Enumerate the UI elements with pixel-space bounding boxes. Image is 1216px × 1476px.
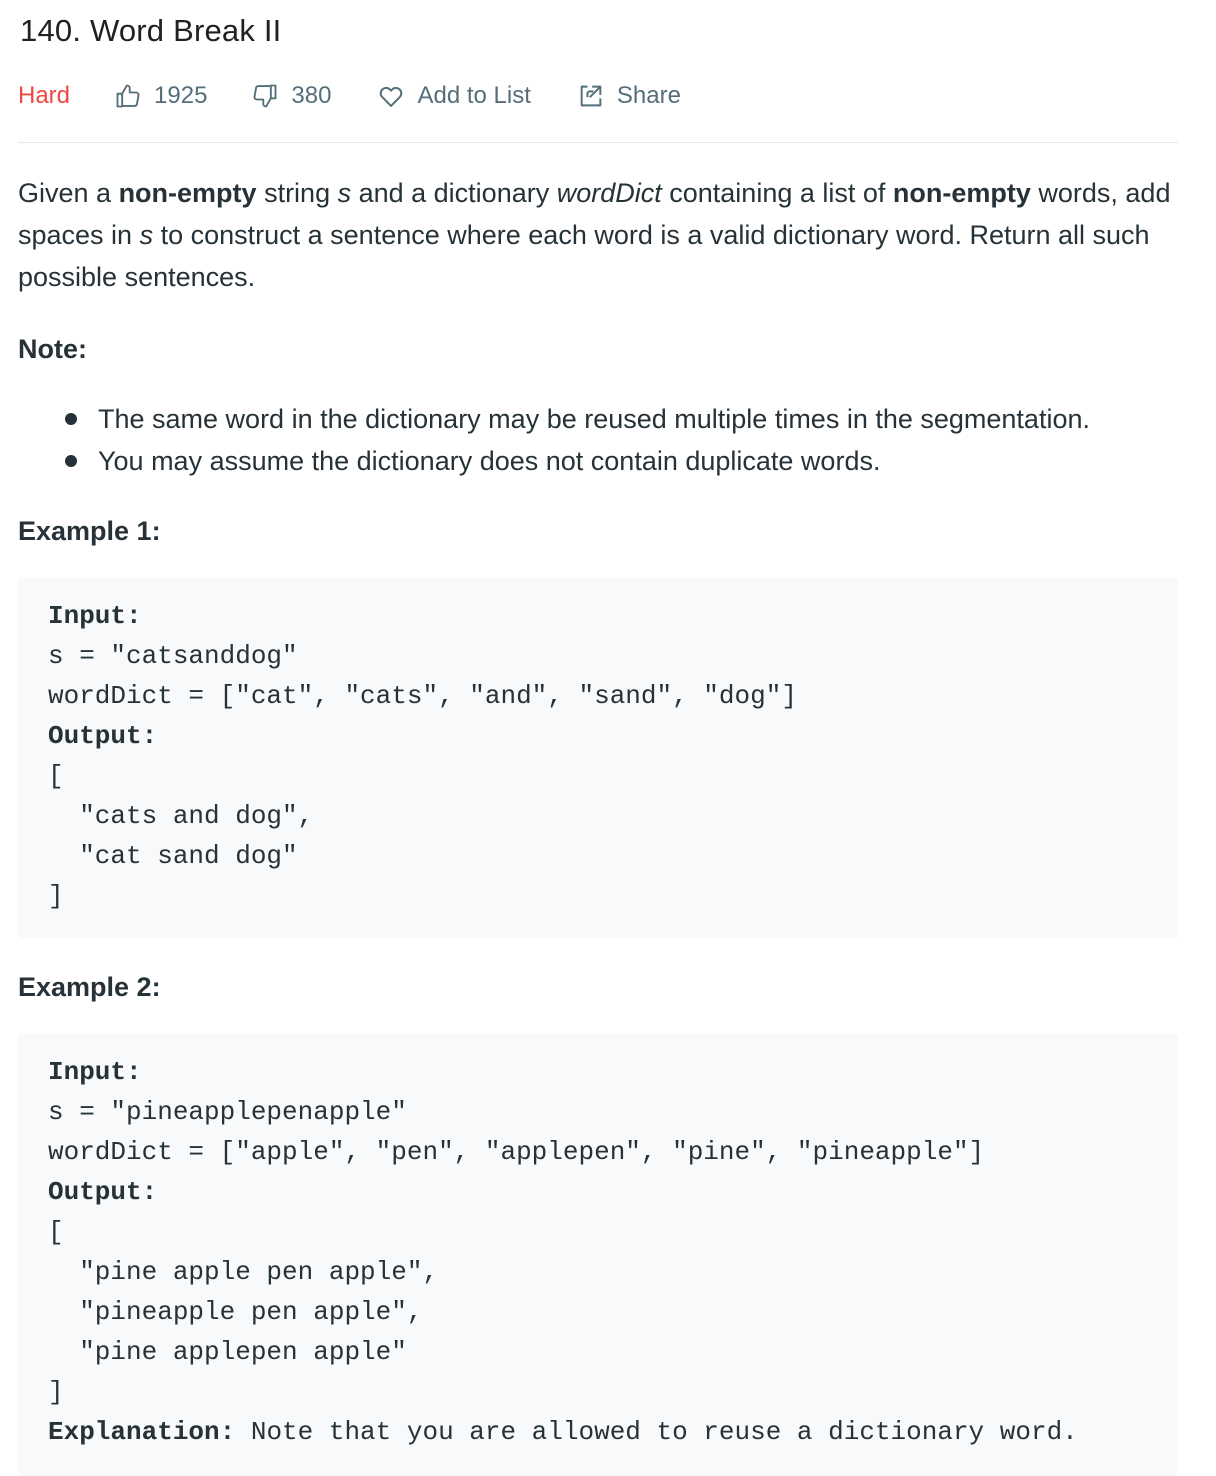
problem-description (18, 172, 1178, 298)
description-italic: s (139, 220, 154, 250)
description-text: words, add spaces in (18, 178, 1171, 250)
code-line: Output: (48, 1177, 158, 1207)
description-text: Given a (18, 178, 119, 208)
code-line: "pineapple pen apple", (48, 1297, 423, 1327)
code-line: "cat sand dog" (48, 841, 298, 871)
thumbs-up-icon (114, 82, 142, 110)
heart-icon (377, 82, 405, 110)
dislike-button[interactable] (251, 82, 331, 110)
description-italic: s (337, 178, 352, 208)
example-2-heading: Example 2: (18, 972, 161, 1002)
code-line: wordDict = ["apple", "pen", "applepen", "pine", "pineapple"] (48, 1137, 985, 1167)
difficulty-badge: Hard (18, 82, 71, 109)
explanation-text: Note that you are allowed to reuse a dictionary word. (235, 1417, 1078, 1447)
description-text: string (256, 178, 338, 208)
share-button[interactable] (577, 82, 681, 110)
code-line: "pine applepen apple" (48, 1337, 407, 1367)
code-line: ] (48, 881, 64, 911)
note-item: You may assume the dictionary does not contain duplicate words. (18, 440, 1198, 482)
code-line: s = "catsanddog" (48, 641, 298, 671)
add-to-list-button[interactable] (377, 82, 530, 110)
note-item: The same word in the dictionary may be reused multiple times in the segmentation. (18, 398, 1198, 440)
note-list (18, 398, 1198, 482)
share-icon (577, 82, 605, 110)
like-button[interactable] (114, 82, 207, 110)
code-line: Input: (48, 601, 142, 631)
add-to-list-label: Add to List (417, 82, 531, 109)
description-bold: non-empty (892, 178, 1031, 208)
code-line: s = "pineapplepenapple" (48, 1097, 407, 1127)
explanation-label: Explanation: (48, 1417, 236, 1447)
description-text: to construct a sentence where each word is a valid dictionary word. Return all such possible sentences. (18, 220, 1150, 292)
example-1-code-block (18, 578, 1178, 938)
code-line: [ (48, 761, 64, 791)
example-1-heading: Example 1: (18, 516, 161, 546)
description-italic: wordDict (556, 178, 662, 208)
dislike-count: 380 (291, 82, 332, 109)
problem-meta-bar (18, 78, 681, 114)
code-line: "cats and dog", (48, 801, 314, 831)
code-line: Output: (48, 721, 158, 751)
thumbs-down-icon (251, 82, 279, 110)
note-heading: Note: (18, 334, 87, 364)
like-count: 1925 (154, 82, 208, 109)
example-2-code-block (18, 1034, 1178, 1476)
explanation-line (48, 1412, 1078, 1452)
description-text: and a dictionary (351, 178, 557, 208)
code-line: ] (48, 1377, 64, 1407)
share-label: Share (616, 82, 681, 109)
code-line: Input: (48, 1057, 142, 1087)
description-paragraph (18, 172, 1178, 298)
code-line: "pine apple pen apple", (48, 1257, 439, 1287)
divider (18, 142, 1178, 143)
code-line: wordDict = ["cat", "cats", "and", "sand", "dog"] (48, 681, 797, 711)
page-title: 140. Word Break II (20, 13, 282, 48)
code-line: [ (48, 1217, 64, 1247)
description-bold: non-empty (118, 178, 257, 208)
description-text: containing a list of (661, 178, 893, 208)
